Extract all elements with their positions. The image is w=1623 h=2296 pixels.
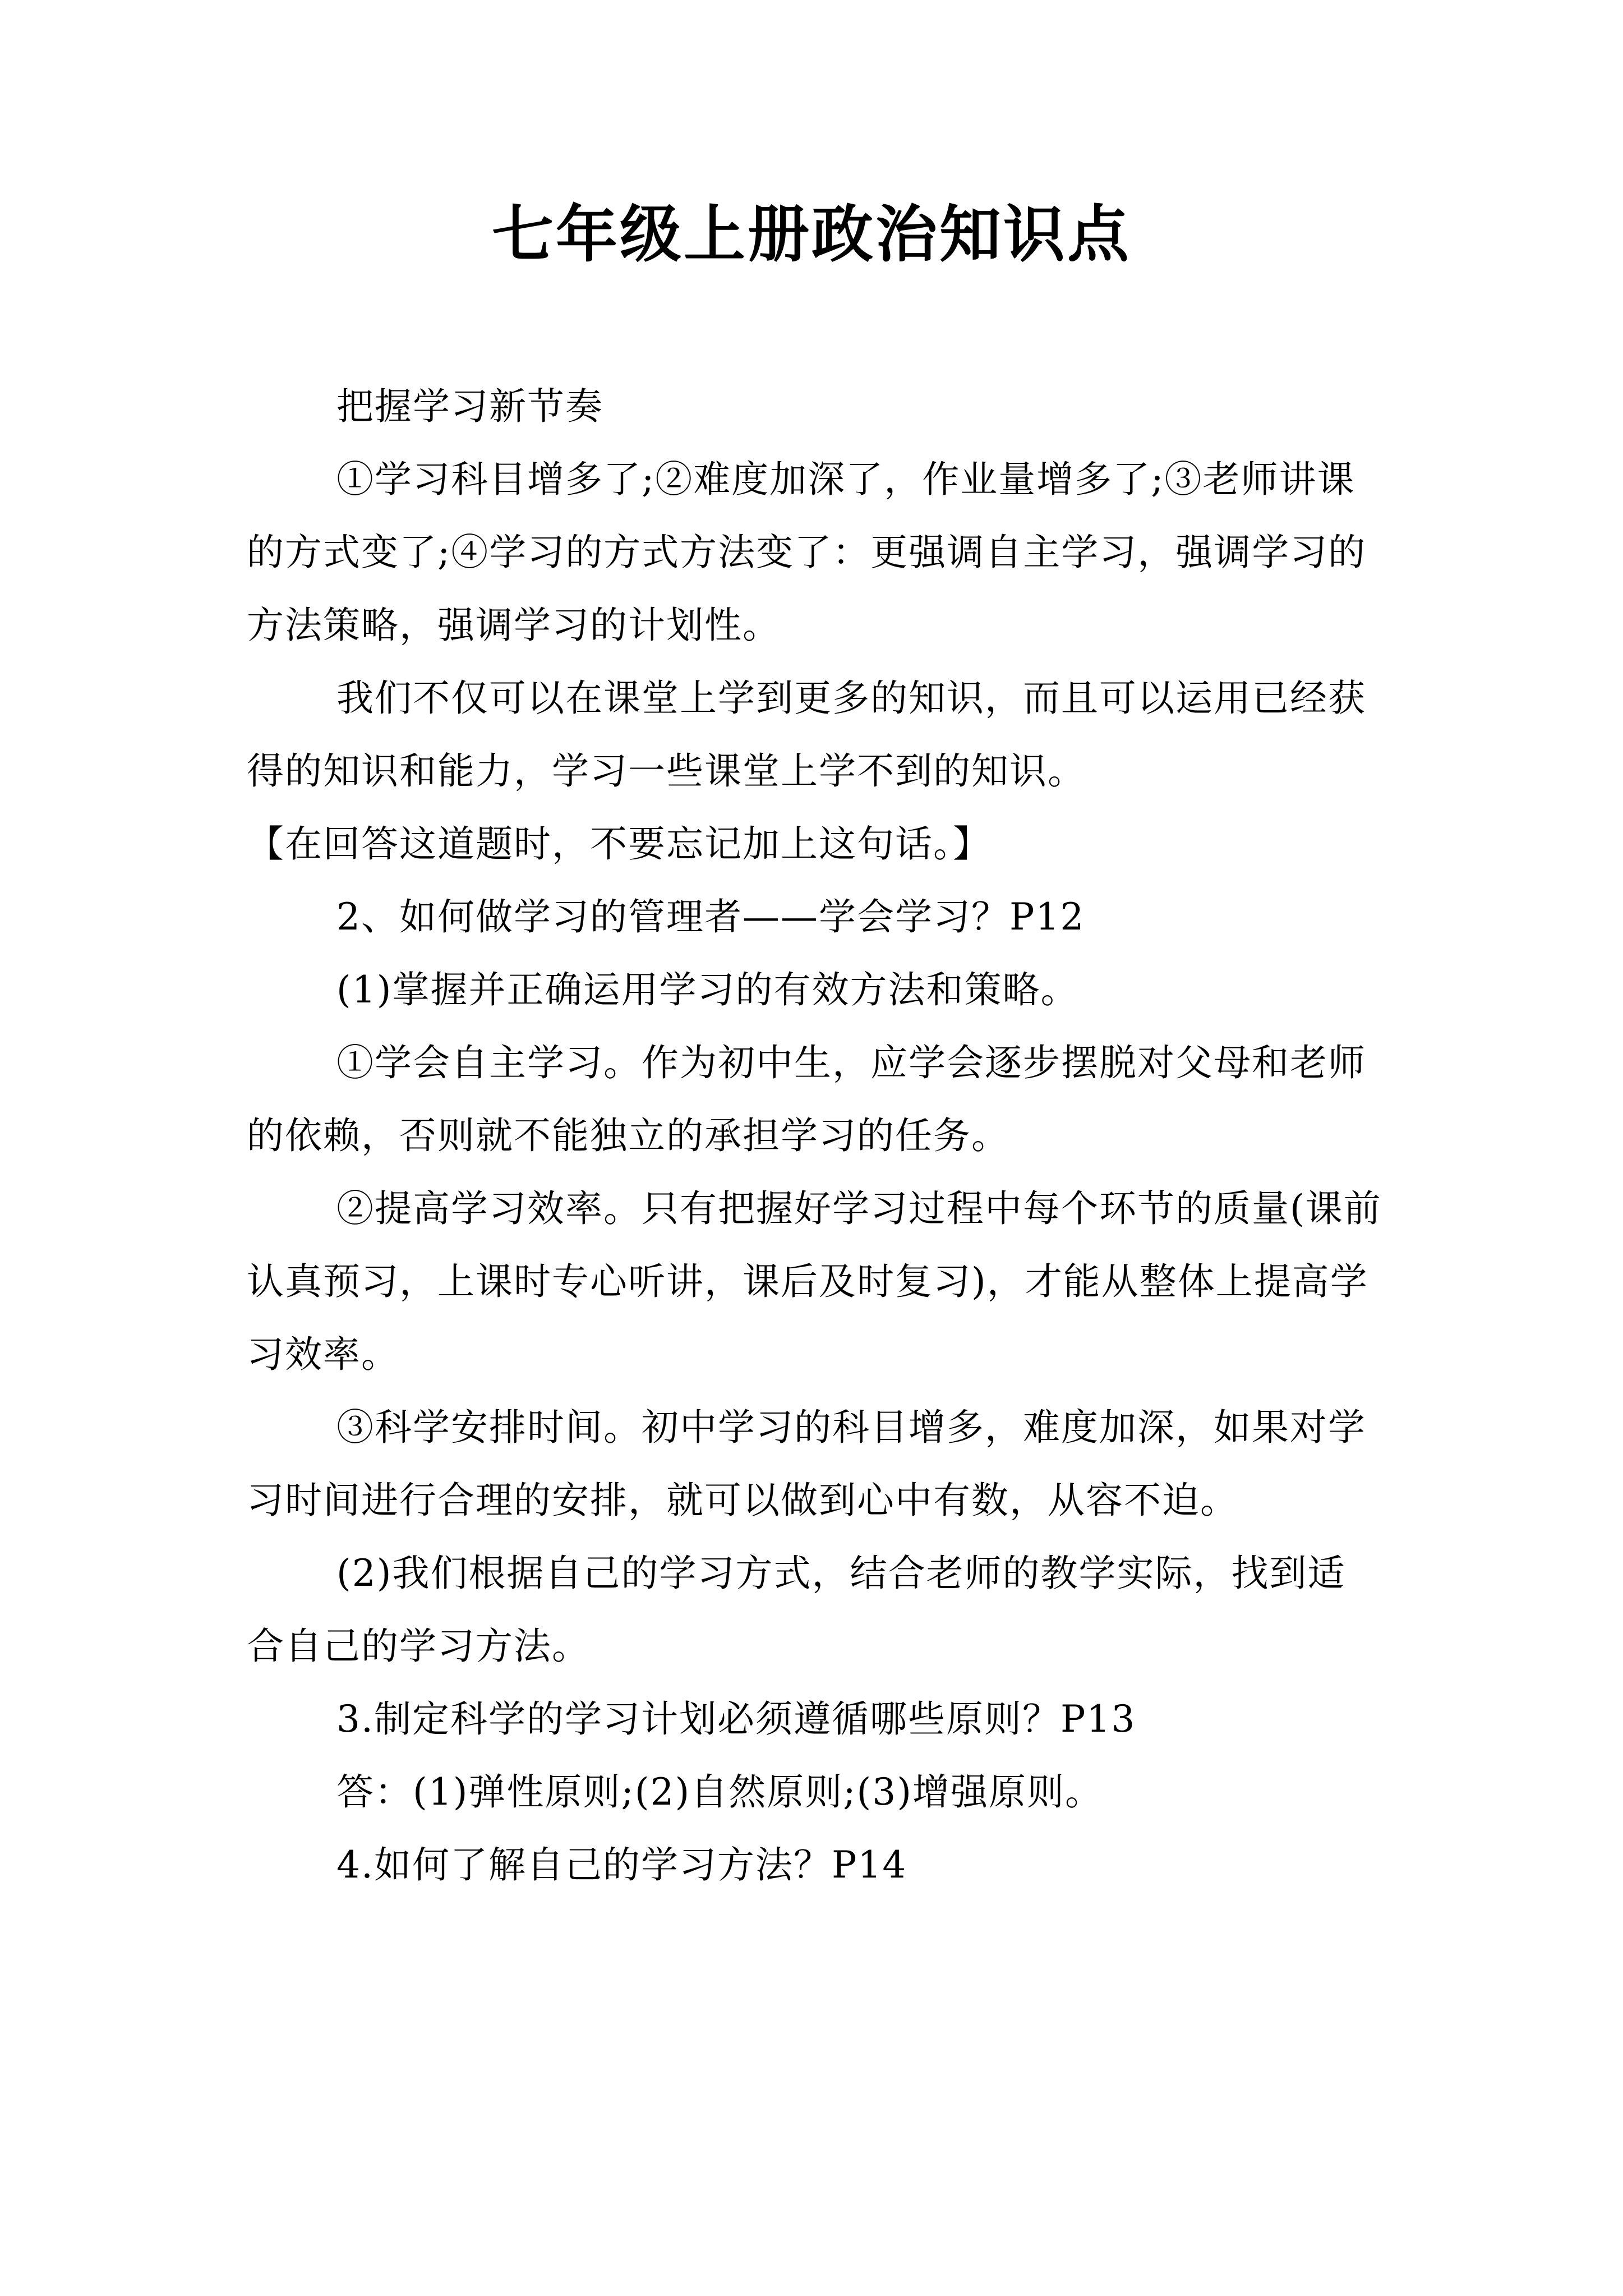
paragraph: 我们不仅可以在课堂上学到更多的知识，而且可以运用已经获得的知识和能力，学习一些课堂上学不到的知识。	[247, 677, 1366, 793]
document-body	[247, 370, 1383, 1902]
document-title: 七年级上册政治知识点	[492, 199, 1131, 270]
paragraph: (2)我们根据自己的学习方式，结合老师的教学实际，找到适合自己的学习方法。	[247, 1552, 1346, 1668]
paragraph-question: 4.如何了解自己的学习方法？P14	[336, 1843, 907, 1887]
paragraph-note: 【在回答这道题时，不要忘记加上这句话。】	[247, 822, 991, 866]
paragraph: ①学会自主学习。作为初中生，应学会逐步摆脱对父母和老师的依赖，否则就不能独立的承担学习的任务。	[247, 1041, 1366, 1157]
paragraph-answer: 答：(1)弹性原则;(2)自然原则;(3)增强原则。	[336, 1770, 1103, 1814]
paragraph: ①学习科目增多了;②难度加深了，作业量增多了;③老师讲课的方式变了;④学习的方式方法变了：更强调自主学习，强调学习的方法策略，强调学习的计划性。	[247, 458, 1367, 647]
paragraph-question: 2、如何做学习的管理者——学会学习？P12	[336, 895, 1085, 938]
paragraph-heading: 把握学习新节奏	[336, 385, 603, 428]
paragraph: ②提高学习效率。只有把握好学习过程中每个环节的质量(课前认真预习，上课时专心听讲，课后及时复习)，才能从整体上提高学习效率。	[247, 1187, 1382, 1376]
paragraph-question: 3.制定科学的学习计划必须遵循哪些原则？P13	[336, 1697, 1136, 1741]
paragraph: ③科学安排时间。初中学习的科目增多，难度加深，如果对学习时间进行合理的安排，就可以做到心中有数，从容不迫。	[247, 1406, 1366, 1522]
paragraph: (1)掌握并正确运用学习的有效方法和策略。	[336, 968, 1079, 1011]
